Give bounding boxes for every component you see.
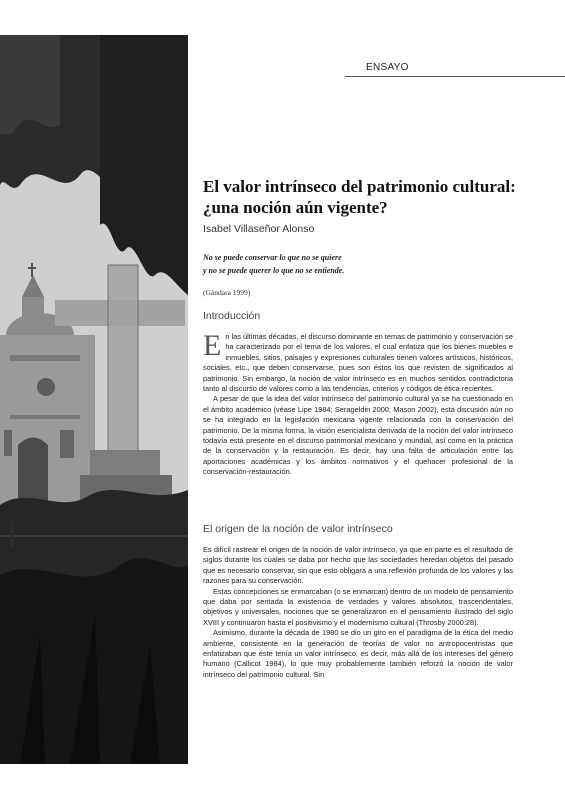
article-title: El valor intrínseco del patrimonio cultural: ¿una noción aún vigente? — [203, 177, 516, 217]
author-name: Isabel Villaseñor Alonso — [203, 223, 315, 235]
paragraph: A pesar de que la idea del valor intrínseco del patrimonio cultural ya se ha cuestionado en el ámbito académico (véase Lipe 1984; Serageldin 2000; Mason 2002), esta discusión aún no se ha integrado en la legislación mexicana vigente relacionada con la conservación del patrimonio. De la misma forma, la visión esencialista derivada de la noción del valor intrínseco todavía está presente en el discurso patrimonial mexicano y mundial, así como en la práctica de la conservación y la restauración. Es decir, hay una falta de articulación entre las aportaciones académicas y los ámbitos normativos y el quehacer profesional de la conservación-restauración. — [203, 394, 513, 477]
header-rule — [345, 76, 565, 77]
church-cross-photo — [0, 35, 188, 764]
epigraph-line: No se puede conservar lo que no se quiere — [203, 253, 342, 262]
paragraph — [203, 329, 513, 394]
origin-heading: El origen de la noción de valor intrínseco — [203, 523, 393, 535]
epigraph-citation: (Gándara 1999) — [203, 288, 251, 297]
origin-text — [203, 545, 513, 680]
epigraph-line: y no se puede querer lo que no se entiende. — [203, 265, 345, 275]
epigraph — [203, 252, 533, 277]
section-label: ENSAYO — [366, 62, 409, 73]
drop-cap: E — [203, 329, 222, 362]
paragraph: Asimismo, durante la década de 1980 se dio un giro en el paradigma de la ética del medio ambiente, consistente en la generación de teorías de valor no antropocentristas que enfatizaban que éste tenía un valor intrínseco, es decir, más allá de los intereses del género humano (Callicot 1984), lo que muy probablemente también reforzó la noción de valor intrínseco del patrimonio cultural. Sin — [203, 628, 513, 679]
paragraph-text: n las últimas décadas, el discurso dominante en temas de patrimonio y conservación se ha caracterizado por el tema de los valores, el cual enfatiza que los bienes muebles e inmuebles, sitios, paisajes y expresiones culturales tienen valores artísticos, históricos, sociales, etc., que deben conservarse, pues son éstos los que revisten de significados al patrimonio. Sin embargo, la noción de valor intrínseco es en muchos sentidos contradictoria tanto al discurso de valores como a las tendencias, criterios y códigos de ética recientes. — [203, 332, 513, 394]
paragraph: Es difícil rastrear el origen de la noción de valor intrínseco, ya que en parte es el resultado de siglos durante los cuales se daba por hecho que las sociedades heredan objetos del pasado que es necesario conservar, sin que esto obligara a una reflexión profunda de los valores y las razones para su conservación. — [203, 545, 513, 586]
introduction-heading: Introducción — [203, 310, 261, 322]
paragraph: Estas concepciones se enmarcaban (o se enmarcan) dentro de un modelo de pensamiento que daba por sentada la existencia de verdades y valores absolutos, trascendentales, objetivos y universales, nociones que se generalizaron en el pensamiento ilustrado del siglo XVIII y continuaron hasta el positivismo y el modernismo cultural (Throsby 2000:28). — [203, 586, 513, 627]
introduction-text — [203, 329, 513, 478]
